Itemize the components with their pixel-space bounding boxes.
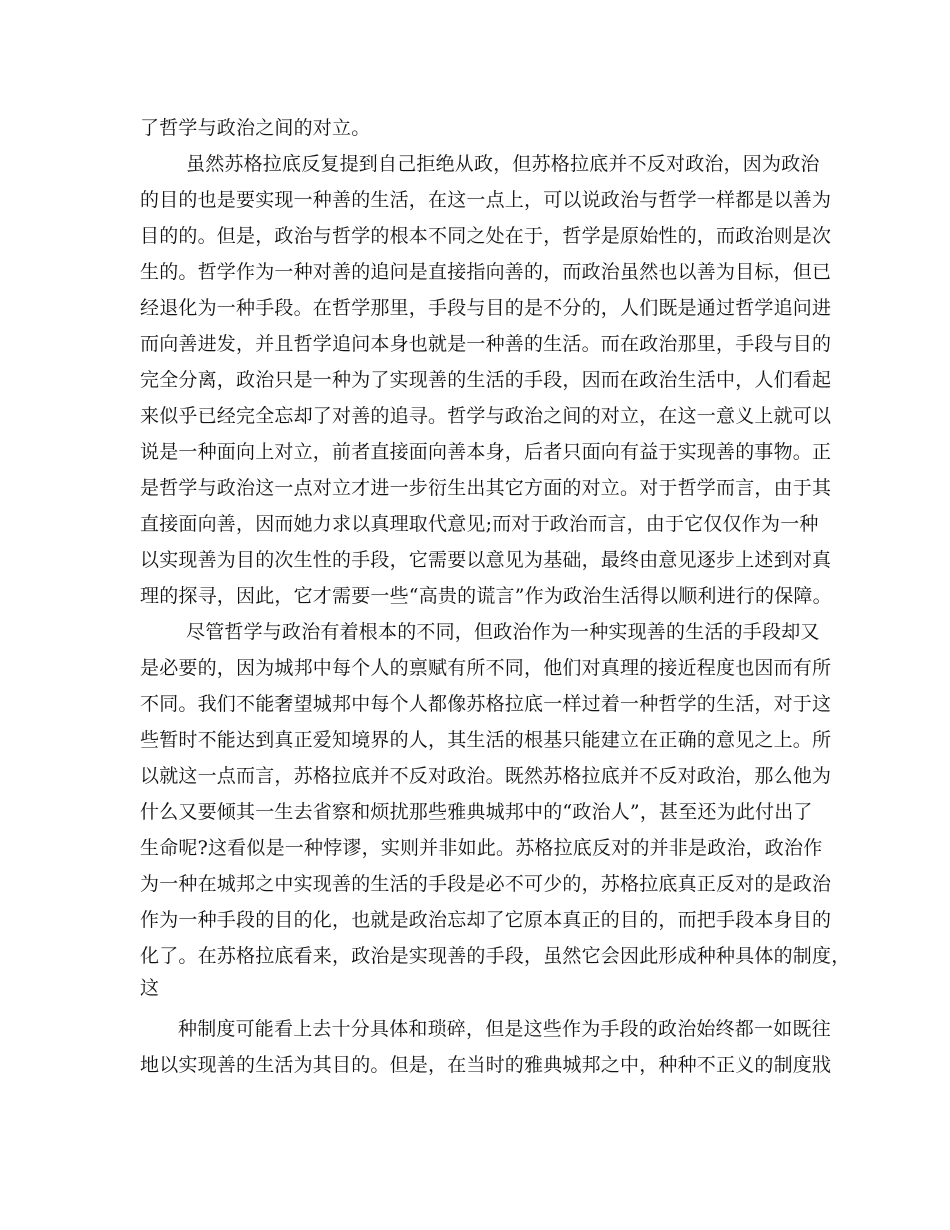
text-line: 的目的也是要实现一种善的生活，在这一点上，可以说政治与哲学一样都是以善为 <box>140 189 832 211</box>
text-line: 化了。在苏格拉底看来，政治是实现善的手段，虽然它会因此形成种种具体的制度， <box>140 945 851 967</box>
paragraph-first-line: 尽管哲学与政治有着根本的不同，但政治作为一种实现善的生活的手段却又 <box>186 621 820 643</box>
text-line: 以实现善为目的次生性的手段，它需要以意见为基础，最终由意见逐步上述到对真 <box>140 549 832 571</box>
text-line: 作为一种手段的目的化，也就是政治忘却了它原本真正的目的，而把手段本身目的 <box>140 909 832 931</box>
text-line: 生的。哲学作为一种对善的追问是直接指向善的，而政治虽然也以善为目标，但已 <box>140 261 832 283</box>
paragraph-first-line: 种制度可能看上去十分具体和琐碎，但是这些作为手段的政治始终都一如既往 <box>178 1018 831 1040</box>
text-line: 以就这一点而言，苏格拉底并不反对政治。既然苏格拉底并不反对政治，那么他为 <box>140 765 832 787</box>
text-line: 了哲学与政治之间的对立。 <box>140 117 371 139</box>
text-line: 而向善进发，并且哲学追问本身也就是一种善的生活。而在政治那里，手段与目的 <box>140 333 832 355</box>
text-line: 什么又要倾其一生去省察和烦扰那些雅典城邦中的“政治人”，甚至还为此付出了 <box>140 801 813 823</box>
text-line: 是必要的，因为城邦中每个人的禀赋有所不同，他们对真理的接近程度也因而有所 <box>140 657 832 679</box>
text-line: 直接面向善，因而她力求以真理取代意见;而对于政治而言，由于它仅仅作为一种 <box>140 513 819 535</box>
text-line: 目的的。但是，政治与哲学的根本不同之处在于，哲学是原始性的，而政治则是次 <box>140 225 832 247</box>
text-line: 这 <box>140 977 160 999</box>
text-line: 经退化为一种手段。在哲学那里，手段与目的是不分的，人们既是通过哲学追问进 <box>140 297 832 319</box>
text-line: 地以实现善的生活为其目的。但是，在当时的雅典城邦之中，种种不正义的制度戕 <box>140 1054 832 1076</box>
text-line: 不同。我们不能奢望城邦中每个人都像苏格拉底一样过着一种哲学的生活，对于这 <box>140 693 832 715</box>
text-line: 说是一种面向上对立，前者直接面向善本身，后者只面向有益于实现善的事物。正 <box>140 441 832 463</box>
text-line: 是哲学与政治这一点对立才进一步衍生出其它方面的对立。对于哲学而言，由于其 <box>140 477 832 499</box>
paragraph-first-line: 虽然苏格拉底反复提到自己拒绝从政，但苏格拉底并不反对政治，因为政治 <box>186 153 820 175</box>
text-line: 生命呢?这看似是一种悖谬，实则并非如此。苏格拉底反对的并非是政治，政治作 <box>140 837 823 859</box>
text-line: 为一种在城邦之中实现善的生活的手段是必不可少的，苏格拉底真正反对的是政治 <box>140 873 832 895</box>
text-line: 些暂时不能达到真正爱知境界的人，其生活的根基只能建立在正确的意见之上。所 <box>140 729 832 751</box>
text-line: 理的探寻，因此，它才需要一些“高贵的谎言”作为政治生活得以顺利进行的保障。 <box>140 585 832 607</box>
text-line: 来似乎已经完全忘却了对善的追寻。哲学与政治之间的对立，在这一意义上就可以 <box>140 405 832 427</box>
text-line: 完全分离，政治只是一种为了实现善的生活的手段，因而在政治生活中，人们看起 <box>140 369 832 391</box>
